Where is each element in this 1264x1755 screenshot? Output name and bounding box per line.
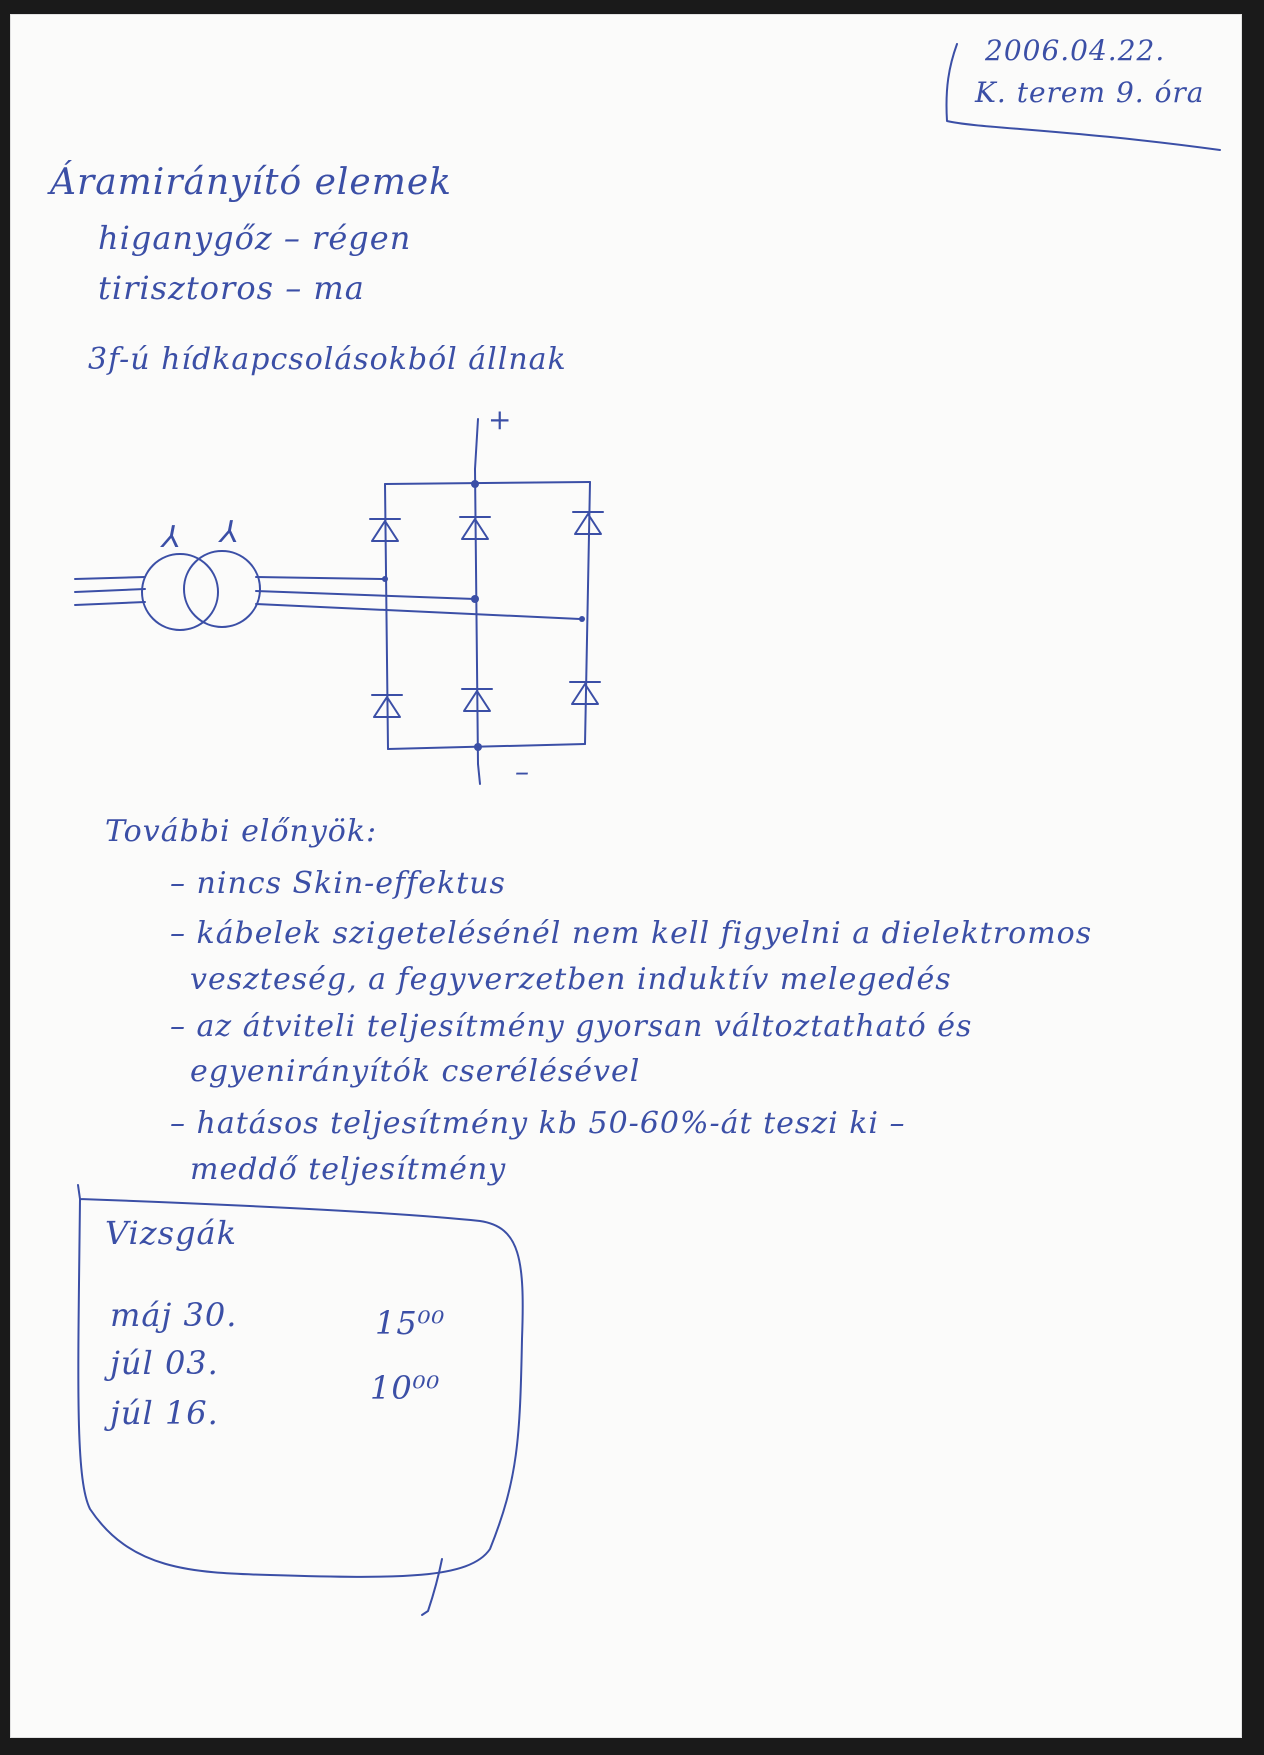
advantage-item: veszteség, a fegyverzetben induktív melegedés xyxy=(190,962,952,997)
bridge-rectifier-diagram xyxy=(60,399,620,789)
notes-line-1: higanygőz – régen xyxy=(98,219,412,257)
transformer-symbol xyxy=(142,551,260,630)
exam-date: máj 30. xyxy=(110,1296,238,1334)
advantage-item: – hatásos teljesítmény kb 50-60%-át teszi ki – xyxy=(170,1106,906,1141)
notes-line-2: tirisztoros – ma xyxy=(98,269,365,307)
header-location: K. terem 9. óra xyxy=(975,76,1205,109)
advantage-item: meddő teljesítmény xyxy=(190,1152,507,1187)
bridge-frame xyxy=(385,419,590,784)
diode-upper-right xyxy=(573,512,603,534)
advantages-title: További előnyök: xyxy=(105,814,378,849)
exam-date: júl 16. xyxy=(110,1394,219,1432)
phase-lines xyxy=(256,577,580,619)
exam-date: júl 03. xyxy=(110,1344,219,1382)
notes-title: Áramirányító elemek xyxy=(50,162,452,203)
paper-sheet xyxy=(10,14,1242,1738)
ac-input-lines xyxy=(75,577,145,605)
transformer-label-left: ⅄ xyxy=(162,520,181,555)
advantage-item: egyenirányítók cserélésével xyxy=(190,1054,641,1089)
advantage-item: – kábelek szigetelésénél nem kell figyelni a dielektromos xyxy=(170,916,1093,951)
transformer-label-right: ⅄ xyxy=(220,515,239,550)
advantage-item: – az átviteli teljesítmény gyorsan változtatható és xyxy=(170,1009,973,1044)
exam-time: 15⁰⁰ xyxy=(375,1304,446,1342)
notes-line-3: 3f-ú hídkapcsolásokból állnak xyxy=(88,342,567,377)
exam-time: 10⁰⁰ xyxy=(370,1369,441,1407)
header-date: 2006.04.22. xyxy=(985,34,1166,67)
minus-terminal-label: – xyxy=(515,755,529,788)
plus-terminal-label: + xyxy=(488,403,512,436)
advantage-item: – nincs Skin-effektus xyxy=(170,866,506,901)
exams-title: Vizsgák xyxy=(105,1214,238,1252)
